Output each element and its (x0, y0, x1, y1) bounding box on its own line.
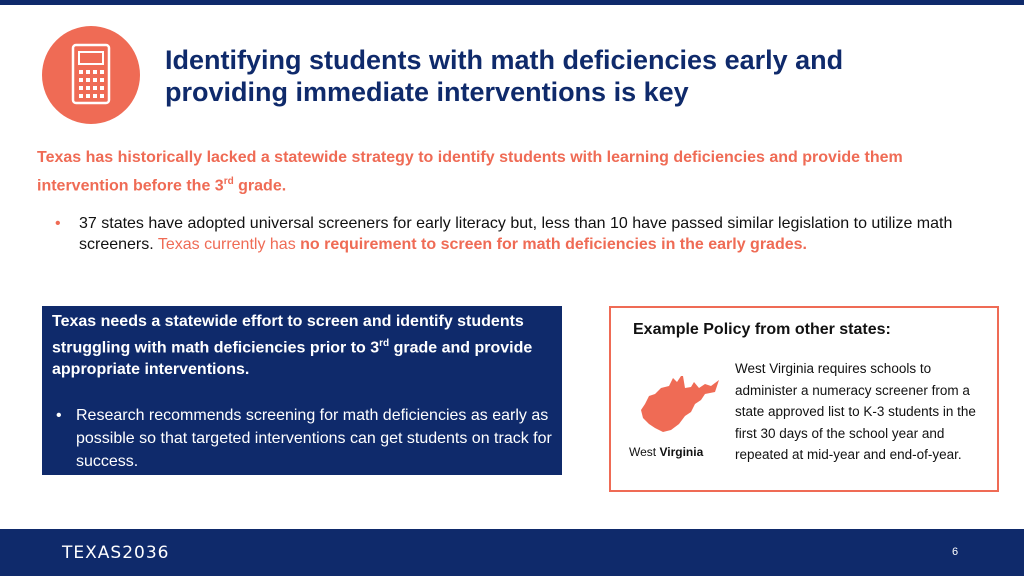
recommendation-bullet-text: Research recommends screening for math deficiencies as early as possible so that targeted interventions can get students on track for success. (76, 407, 552, 470)
bullet-text (79, 213, 1000, 255)
recommendation-bullet-marker: • (56, 407, 62, 424)
recommendation-heading (52, 311, 552, 381)
west-virginia-label-2: Virginia (659, 445, 704, 459)
recommendation-box (42, 306, 562, 475)
subtitle-end: grade. (233, 177, 287, 195)
subtitle-text: Texas has historically lacked a statewide strategy to identify students with learning deficiencies and provide them intervention before the 3 (37, 149, 903, 195)
footer-bar (0, 529, 1024, 576)
west-virginia-map-icon (639, 374, 721, 439)
recommendation-heading-sup: rd (379, 338, 390, 349)
subtitle (37, 146, 997, 198)
title-line-1: Identifying students with math deficiencies early and (165, 45, 844, 75)
example-policy-box (609, 306, 999, 492)
page-title (165, 44, 965, 108)
bullet-part-1: 37 states have adopted universal screeners for early literacy but, less than 10 have passed similar legislation to utilize math screeners. (79, 215, 953, 253)
title-line-2: providing immediate interventions is key (165, 77, 689, 107)
policy-title: Example Policy from other states: (633, 321, 891, 338)
recommendation-heading-text: Texas needs a statewide effort to screen and identify students struggling with math deficiencies prior to 3 (52, 313, 524, 357)
page-number: 6 (952, 546, 959, 558)
recommendation-heading-end: grade and provide appropriate interventions. (52, 339, 533, 379)
top-accent-bar (0, 0, 1024, 5)
bullet-marker: • (55, 215, 61, 232)
calculator-icon (42, 26, 140, 124)
bullet-part-2: Texas currently has (157, 236, 301, 253)
recommendation-bullet (56, 404, 556, 473)
policy-text: West Virginia requires schools to administer a numeracy screener from a state approved list to K-3 students in the first 30 days of the school year and repeated at mid-year and end-of-year. (735, 361, 976, 462)
west-virginia-label (629, 445, 703, 459)
west-virginia-label-1: West (629, 445, 660, 459)
bullet-part-3: no requirement to screen for math deficiencies in the early grades. (300, 236, 807, 253)
subtitle-sup: rd (223, 176, 234, 187)
texas2036-logo: TEXAS2036 (62, 543, 170, 563)
bullet-statement (55, 213, 1000, 255)
